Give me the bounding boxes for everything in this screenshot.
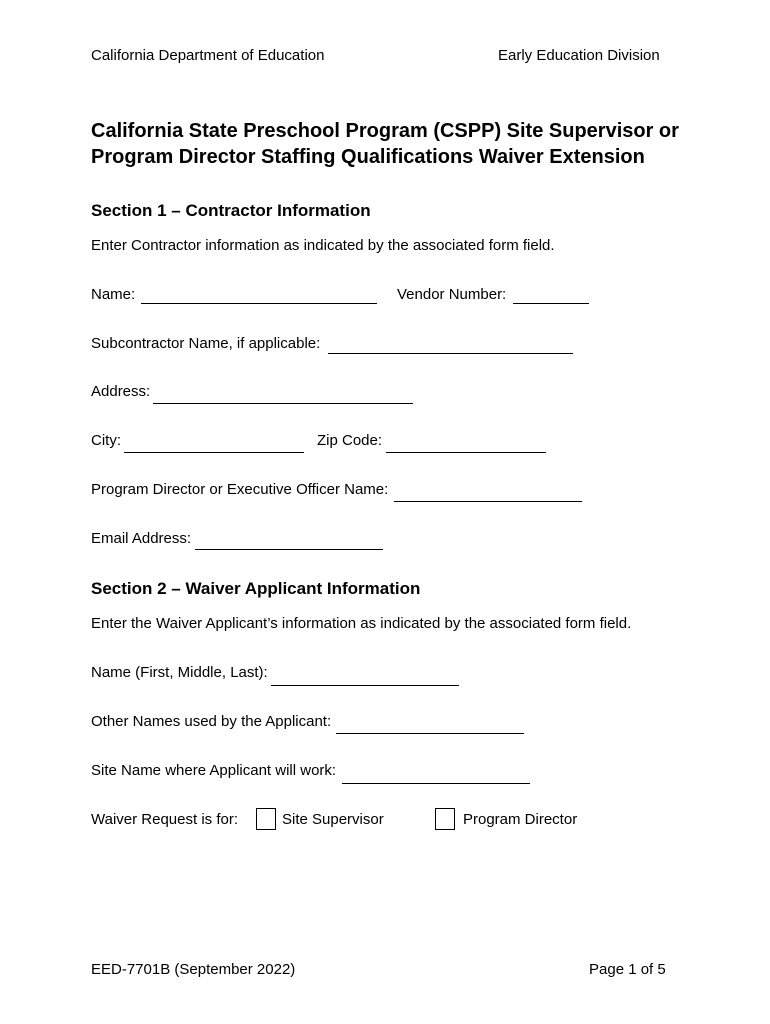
city-label: City: xyxy=(91,432,121,449)
vendor-number-label: Vendor Number: xyxy=(397,286,507,303)
applicant-name-label: Name (First, Middle, Last): xyxy=(91,664,268,681)
address-field[interactable] xyxy=(153,403,413,404)
subcontractor-name-label: Subcontractor Name, if applicable: xyxy=(91,335,321,352)
other-names-label: Other Names used by the Applicant: xyxy=(91,713,332,730)
email-label: Email Address: xyxy=(91,530,192,547)
header-division: Early Education Division xyxy=(498,47,660,64)
site-name-label: Site Name where Applicant will work: xyxy=(91,762,337,779)
subcontractor-name-field[interactable] xyxy=(328,353,573,354)
other-names-field[interactable] xyxy=(336,733,524,734)
footer-form-id: EED-7701B (September 2022) xyxy=(91,961,296,978)
section2-heading: Section 2 – Waiver Applicant Information xyxy=(91,579,421,598)
section1-instructions: Enter Contractor information as indicated by the associated form field. xyxy=(91,237,555,254)
site-supervisor-label: Site Supervisor xyxy=(282,811,384,828)
director-name-label: Program Director or Executive Officer Name: xyxy=(91,481,389,498)
waiver-request-label: Waiver Request is for: xyxy=(91,811,238,828)
vendor-number-field[interactable] xyxy=(513,303,589,304)
city-field[interactable] xyxy=(124,452,304,453)
program-director-label: Program Director xyxy=(463,811,578,828)
applicant-name-field[interactable] xyxy=(271,685,459,686)
page-title: California State Preschool Program (CSPP) Site Supervisor or Program Director Staffing Qualifications Waiver Extension xyxy=(91,120,679,168)
contractor-name-label: Name: xyxy=(91,286,136,303)
zip-code-field[interactable] xyxy=(386,452,546,453)
email-field[interactable] xyxy=(195,549,383,550)
section2-instructions: Enter the Waiver Applicant’s information as indicated by the associated form field. xyxy=(91,615,632,632)
address-label: Address: xyxy=(91,383,151,400)
site-name-field[interactable] xyxy=(342,783,530,784)
footer-page-number: Page 1 of 5 xyxy=(589,961,666,978)
section1-heading: Section 1 – Contractor Information xyxy=(91,201,371,220)
site-supervisor-checkbox[interactable] xyxy=(256,808,276,830)
zip-code-label: Zip Code: xyxy=(317,432,383,449)
program-director-checkbox[interactable] xyxy=(435,808,455,830)
contractor-name-field[interactable] xyxy=(141,303,377,304)
header-department: California Department of Education xyxy=(91,47,325,64)
director-name-field[interactable] xyxy=(394,501,582,502)
